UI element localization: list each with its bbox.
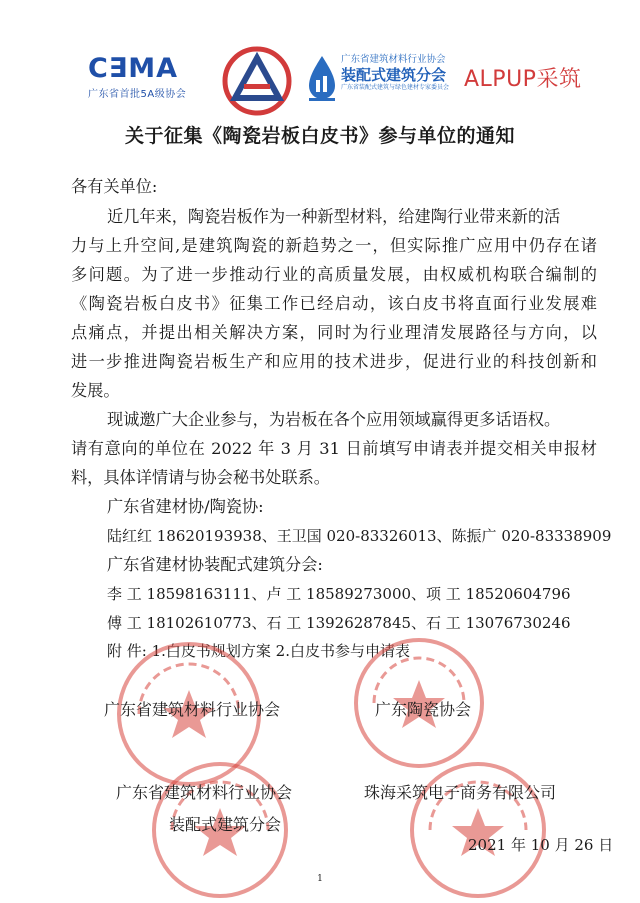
paragraph-2-line: 请有意向的单位在 2022 年 3 月 31 日前填写申请表并提交相关申报材 bbox=[71, 439, 597, 458]
paragraph-1-line: 点痛点，并提出相关解决方案，同时为行业理清发展路径与方向，以 bbox=[71, 323, 597, 342]
assoc-small-line: 广东省装配式建筑与绿色建材专家委员会 bbox=[341, 84, 450, 91]
contact-group-2-label: 广东省建材协装配式建筑分会: bbox=[107, 555, 323, 574]
salutation: 各有关单位: bbox=[71, 177, 158, 196]
association-emblem-icon bbox=[222, 46, 292, 116]
paragraph-1-line: 力与上升空间,是建筑陶瓷的新趋势之一，但实际推广应用中仍存在诸 bbox=[71, 236, 597, 255]
cbma-logo bbox=[88, 55, 210, 101]
page-title: 关于征集《陶瓷岩板白皮书》参与单位的通知 bbox=[124, 125, 515, 147]
attachment-line: 附 件: 1.白皮书规划方案 2.白皮书参与申请表 bbox=[107, 642, 410, 660]
paragraph-1-line: 近几年来，陶瓷岩板作为一种新型材料，给建陶行业带来新的活 bbox=[107, 207, 561, 226]
cbma-subtitle: 广东省首批5A级协会 bbox=[88, 89, 187, 100]
signature-org-3-sub: 装配式建筑分会 bbox=[169, 815, 282, 834]
contact-group-2-line: 李 工 18598163111、卢 工 18589273000、项 工 18520604796 bbox=[107, 585, 571, 603]
paragraph-1-line: 多问题。为了进一步推动行业的高质量发展，由权威机构联合编制的 bbox=[71, 265, 597, 284]
cbma-logo-text: C∃MA bbox=[88, 53, 179, 84]
paragraph-2-line: 现诚邀广大企业参与，为岩板在各个应用领域赢得更多话语权。 bbox=[107, 410, 561, 429]
page-number: 1 bbox=[317, 874, 323, 884]
droplet-building-icon bbox=[305, 54, 339, 104]
paragraph-1-line: 发展。 bbox=[71, 381, 120, 400]
signature-org-1: 广东省建筑材料行业协会 bbox=[104, 700, 281, 719]
alpup-logo: ALPUP采筑 bbox=[464, 67, 582, 92]
contact-group-1-people: 陆红红 18620193938、王卫国 020-83326013、陈振广 020-83338909 bbox=[107, 527, 612, 545]
signature-date: 2021 年 10 月 26 日 bbox=[468, 836, 614, 854]
assoc-main-name: 装配式建筑分会 bbox=[341, 66, 447, 84]
paragraph-2-line: 料，具体详情请与协会秘书处联系。 bbox=[71, 468, 330, 487]
assoc-top-line: 广东省建筑材料行业协会 bbox=[341, 54, 446, 65]
contact-group-2-line: 傅 工 18102610773、石 工 13926287845、石 工 13076730246 bbox=[107, 614, 571, 632]
prefab-branch-logo bbox=[305, 54, 465, 104]
paragraph-1-line: 进一步推进陶瓷岩板生产和应用的技术进步，促进行业的科技创新和 bbox=[71, 352, 597, 371]
contact-group-1-label: 广东省建材协/陶瓷协: bbox=[107, 497, 264, 516]
paragraph-1-line: 《陶瓷岩板白皮书》征集工作已经启动，该白皮书将直面行业发展难 bbox=[71, 294, 597, 313]
signature-org-3: 广东省建筑材料行业协会 bbox=[116, 783, 293, 802]
signature-org-4: 珠海采筑电子商务有限公司 bbox=[364, 783, 557, 802]
signature-org-2: 广东陶瓷协会 bbox=[375, 700, 472, 719]
